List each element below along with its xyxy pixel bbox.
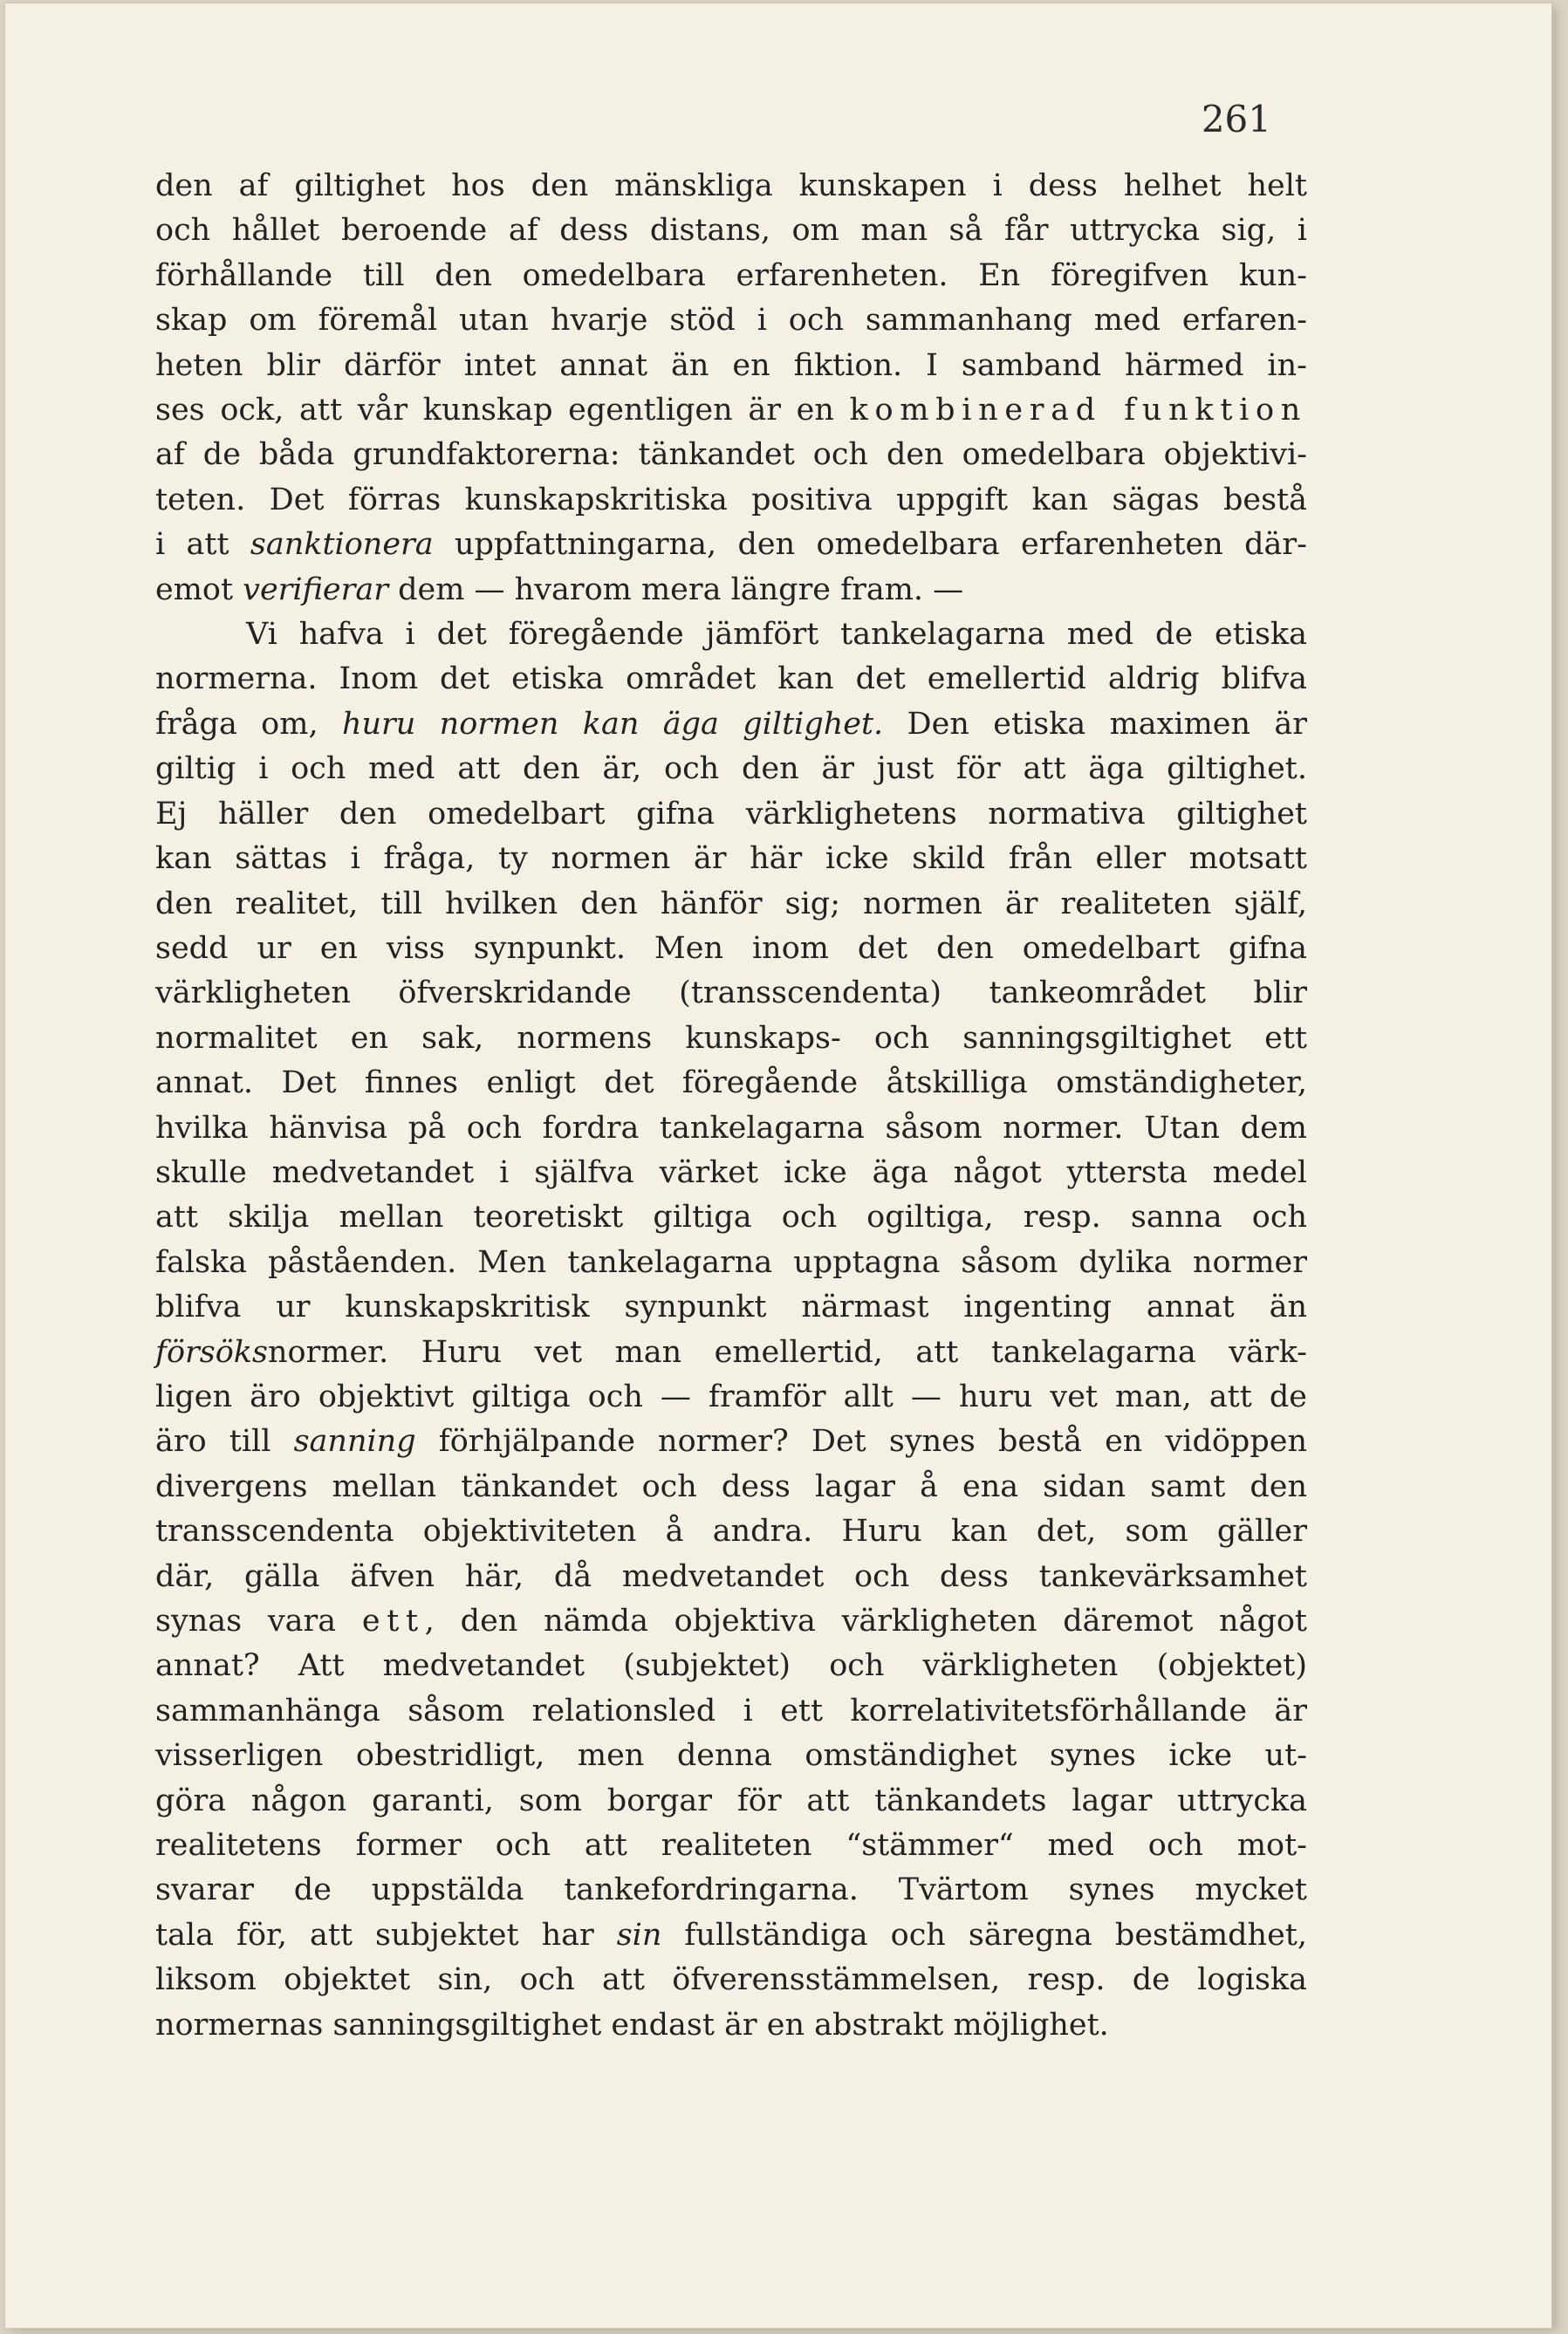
text-run: fullständiga och säregna bestämdhet, bbox=[661, 1917, 1307, 1953]
text-line: Ej häller den omedelbart gifna värklighetens normativa giltighet bbox=[155, 796, 1307, 832]
book-page bbox=[5, 3, 1551, 2328]
text-line: falska påståenden. Men tankelagarna upptagna såsom dylika normer bbox=[155, 1244, 1307, 1280]
text-run: tala för, att subjektet har bbox=[155, 1917, 617, 1953]
text-run: , den nämda objektiva värkligheten däremot något bbox=[424, 1604, 1308, 1639]
text-line: förhållande till den omedelbara erfarenheten. En föregifven kun- bbox=[155, 257, 1307, 293]
text-line: hvilka hänvisa på och fordra tankelagarna såsom normer. Utan dem bbox=[155, 1110, 1307, 1146]
text-line: normerna. Inom det etiska området kan det emellertid aldrig blifva bbox=[155, 661, 1307, 697]
text-run: äro till bbox=[155, 1424, 294, 1460]
text-line: Vi hafva i det föregående jämfört tankelagarna med de etiska bbox=[246, 617, 1307, 653]
text-line: teten. Det förras kunskapskritiska positiva uppgift kan sägas bestå bbox=[155, 482, 1307, 517]
text-line bbox=[155, 1913, 1307, 1958]
text-run: dem — hvarom mera längre fram. — bbox=[387, 572, 964, 607]
text-line: visserligen obestridligt, men denna omständighet synes icke ut- bbox=[155, 1738, 1307, 1774]
text-line: svarar de uppstälda tankefordringarna. Tvärtom synes mycket bbox=[155, 1872, 1307, 1908]
text-line bbox=[155, 702, 1307, 747]
italic-emphasis: verifierar bbox=[243, 572, 388, 607]
text-line: sammanhänga såsom relationsled i ett korrelativitetsförhållande är bbox=[155, 1693, 1307, 1728]
text-line bbox=[155, 1331, 1307, 1375]
text-line: kan sättas i fråga, ty normen är här icke skild från eller motsatt bbox=[155, 841, 1307, 877]
text-line: göra någon garanti, som borgar för att tänkandets lagar uttrycka bbox=[155, 1783, 1307, 1818]
text-line: och hållet beroende af dess distans, om man så får uttrycka sig, i bbox=[155, 213, 1307, 249]
text-line: den af giltighet hos den mänskliga kunskapen i dess helhet helt bbox=[155, 168, 1307, 203]
italic-emphasis: sin bbox=[616, 1917, 662, 1953]
italic-emphasis: sanning bbox=[293, 1424, 416, 1460]
page-number: 261 bbox=[1201, 98, 1271, 140]
text-line: realitetens former och att realiteten “stämmer“ med och mot- bbox=[155, 1828, 1307, 1864]
text-line bbox=[155, 388, 1307, 433]
text-line: annat? Att medvetandet (subjektet) och värkligheten (objektet) bbox=[155, 1648, 1307, 1684]
body-text bbox=[155, 164, 1307, 2048]
text-line: af de båda grundfaktorerna: tänkandet och den omedelbara objektivi- bbox=[155, 437, 1307, 473]
text-run: fråga om, bbox=[155, 706, 342, 742]
text-run: synas vara bbox=[155, 1604, 362, 1639]
text-line: normalitet en sak, normens kunskaps- och sanningsgiltighet ett bbox=[155, 1020, 1307, 1056]
text-line: värkligheten öfverskridande (transscendenta) tankeområdet blir bbox=[155, 975, 1307, 1011]
text-line: skulle medvetandet i själfva värket icke äga något yttersta medel bbox=[155, 1154, 1307, 1190]
text-run: emot bbox=[155, 572, 243, 607]
text-line: där, gälla äfven här, då medvetandet och dess tankevärksamhet bbox=[155, 1558, 1307, 1594]
text-line: blifva ur kunskapskritisk synpunkt närmast ingenting annat än bbox=[155, 1290, 1307, 1325]
text-run: förhjälpande normer? Det synes bestå en vidöppen bbox=[415, 1424, 1307, 1460]
text-line bbox=[155, 568, 1307, 613]
text-line: ligen äro objektivt giltiga och — framför allt — huru vet man, att de bbox=[155, 1379, 1307, 1414]
italic-emphasis: huru normen kan äga giltighet. bbox=[341, 706, 884, 742]
text-line: transscendenta objektiviteten å andra. Huru kan det, som gäller bbox=[155, 1514, 1307, 1550]
text-line: att skilja mellan teoretiskt giltiga och ogiltiga, resp. sanna och bbox=[155, 1200, 1307, 1235]
italic-emphasis: försöks bbox=[155, 1334, 268, 1370]
spaced-emphasis: kombinerad funktion bbox=[849, 393, 1307, 428]
text-line: annat. Det finnes enligt det föregående åtskilliga omständigheter, bbox=[155, 1065, 1307, 1101]
text-run: Den etiska maximen är bbox=[883, 706, 1307, 742]
text-line: skap om föremål utan hvarje stöd i och sammanhang med erfaren- bbox=[155, 303, 1307, 339]
text-line: sedd ur en viss synpunkt. Men inom det den omedelbart gifna bbox=[155, 930, 1307, 966]
text-line: den realitet, till hvilken den hänför sig; normen är realiteten själf, bbox=[155, 886, 1307, 921]
text-line bbox=[155, 523, 1307, 567]
text-line: heten blir därför intet annat än en fiktion. I samband härmed in- bbox=[155, 347, 1307, 383]
text-line bbox=[155, 1420, 1307, 1464]
italic-emphasis: sanktionera bbox=[250, 527, 434, 563]
text-line: normernas sanningsgiltighet endast är en abstrakt möjlighet. bbox=[155, 2007, 1109, 2043]
text-run: normer. Huru vet man emellertid, att tankelagarna värk- bbox=[267, 1334, 1307, 1370]
text-line: divergens mellan tänkandet och dess lagar å ena sidan samt den bbox=[155, 1468, 1307, 1504]
text-line bbox=[155, 1599, 1307, 1644]
text-run: uppfattningarna, den omedelbara erfarenheten där- bbox=[433, 527, 1307, 563]
spaced-emphasis: ett bbox=[361, 1604, 425, 1639]
text-line: giltig i och med att den är, och den är just för att äga giltighet. bbox=[155, 751, 1307, 787]
text-line: liksom objektet sin, och att öfverensstämmelsen, resp. de logiska bbox=[155, 1962, 1307, 1998]
text-run: ses ock, att vår kunskap egentligen är en bbox=[155, 393, 850, 428]
text-run: i att bbox=[155, 527, 250, 563]
